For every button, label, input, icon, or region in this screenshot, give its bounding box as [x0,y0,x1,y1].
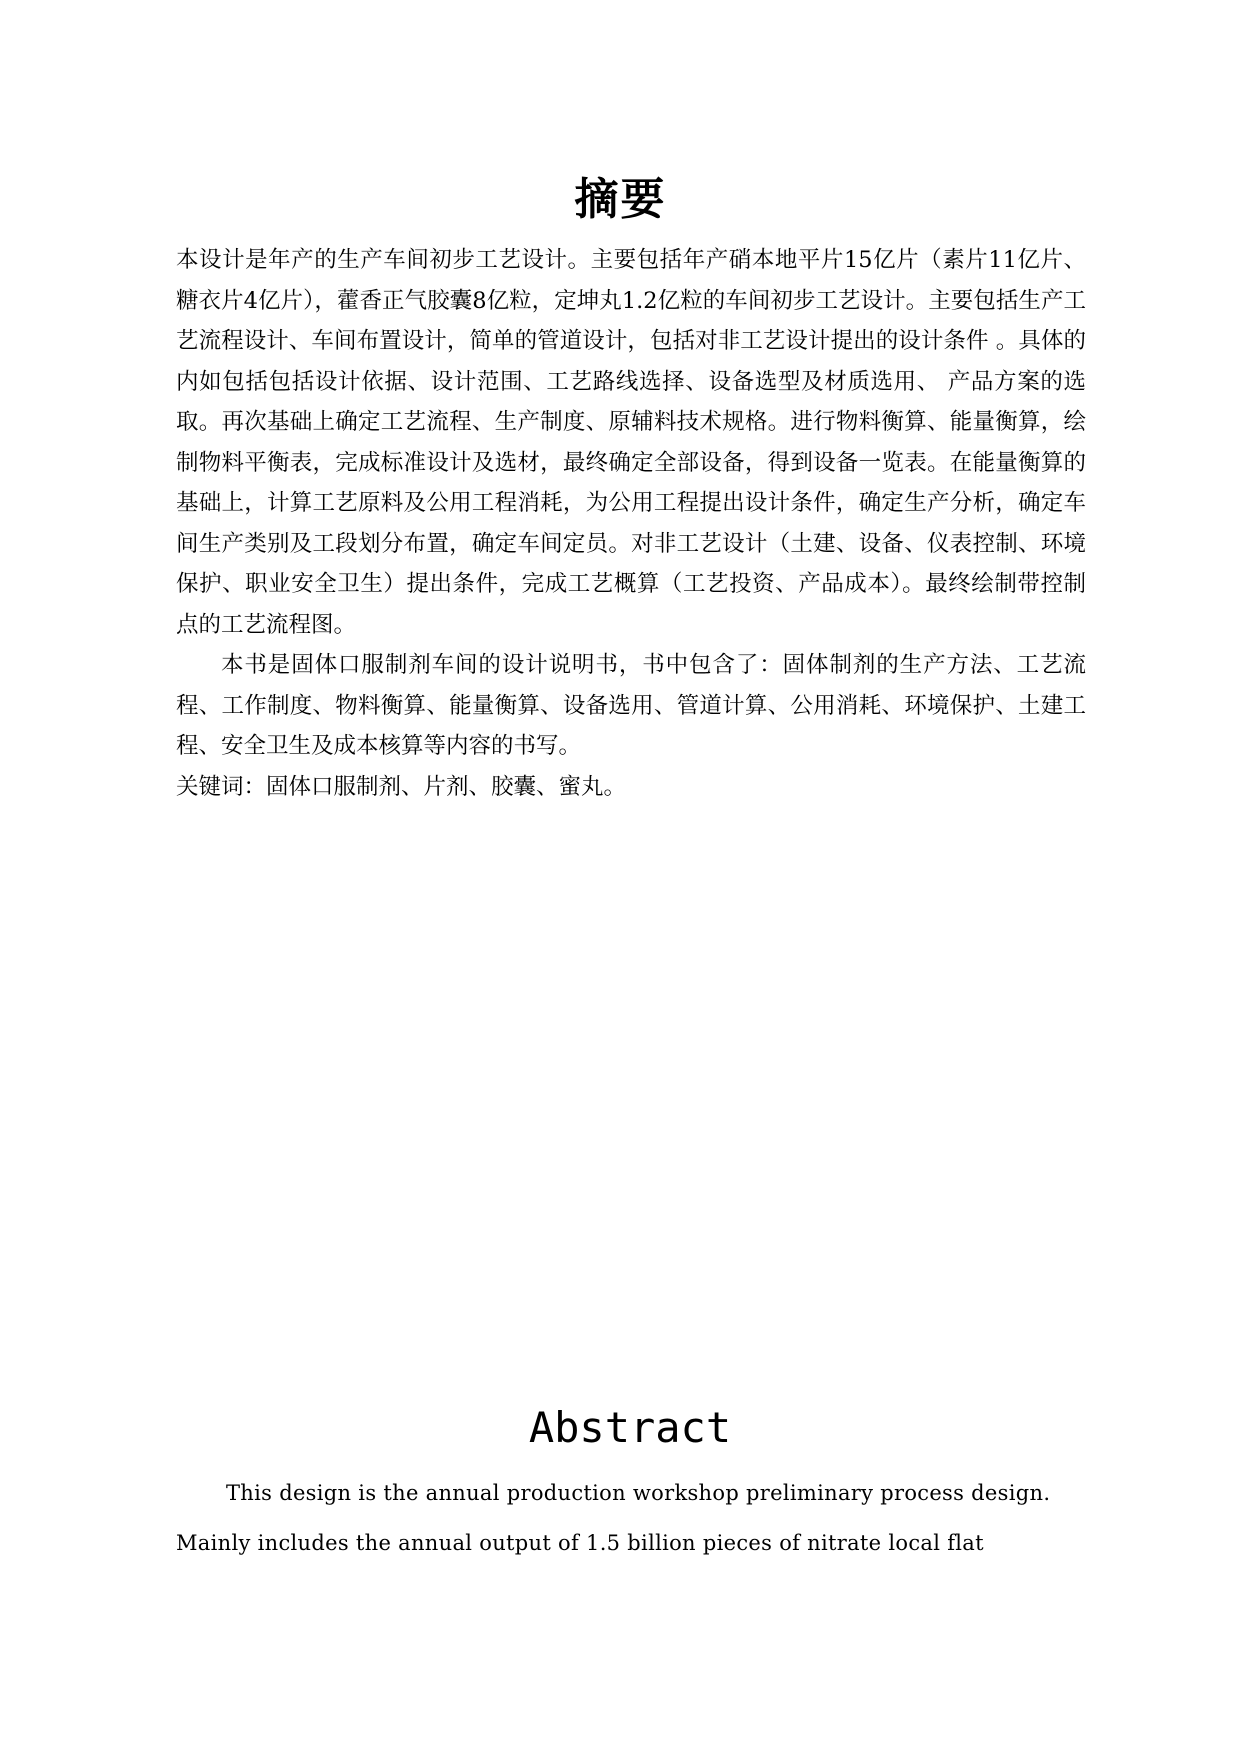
chinese-keywords: 关键词：固体口服制剂、片剂、胶囊、蜜丸。 [176,773,627,800]
chinese-abstract-paragraph-2: 本书是固体口服制剂车间的设计说明书，书中包含了：固体制剂的生产方法、工艺流程、工作制度、物料衡算、能量衡算、设备选用、管道计算、公用消耗、环境保护、土建工程、安全卫生及成本核算等内容的书写。 [176,652,1086,759]
english-abstract-line-1: This design is the annual production workshop preliminary process design. [226,1481,1051,1505]
english-abstract-title: Abstract [528,1403,732,1452]
chinese-abstract-paragraph-1: 本设计是年产的生产车间初步工艺设计。主要包括年产硝本地平片15亿片（素片11亿片、糖衣片4亿片），藿香正气胶囊8亿粒，定坤丸1.2亿粒的车间初步工艺设计。主要包括生产工艺流程设计、车间布置设计，简单的管道设计，包括对非工艺设计提出的设计条件 。具体的内如包括包括设计依据、设计范围、工艺路线选择、设备选型及材质选用、 产品方案的选取。再次基础上确定工艺流程、生产制度、原辅料技术规格。进行物料衡算、能量衡算，绘制物料平衡表，完成标准设计及选材，最终确定全部设备，得到设备一览表。在能量衡算的基础上，计算工艺原料及公用工程消耗，为公用工程提出设计条件，确定生产分析，确定车间生产类别及工段划分布置，确定车间定员。对非工艺设计（土建、设备、仪表控制、环境保护、职业安全卫生）提出条件，完成工艺概算（工艺投资、产品成本）。最终绘制带控制点的工艺流程图。 [176,247,1086,638]
english-abstract-body [176,1468,1086,1568]
chinese-abstract-title: 摘要 [574,174,667,225]
english-abstract-line-2: Mainly includes the annual output of 1.5 billion pieces of nitrate local flat [176,1531,984,1555]
chinese-abstract-body [176,240,1086,807]
